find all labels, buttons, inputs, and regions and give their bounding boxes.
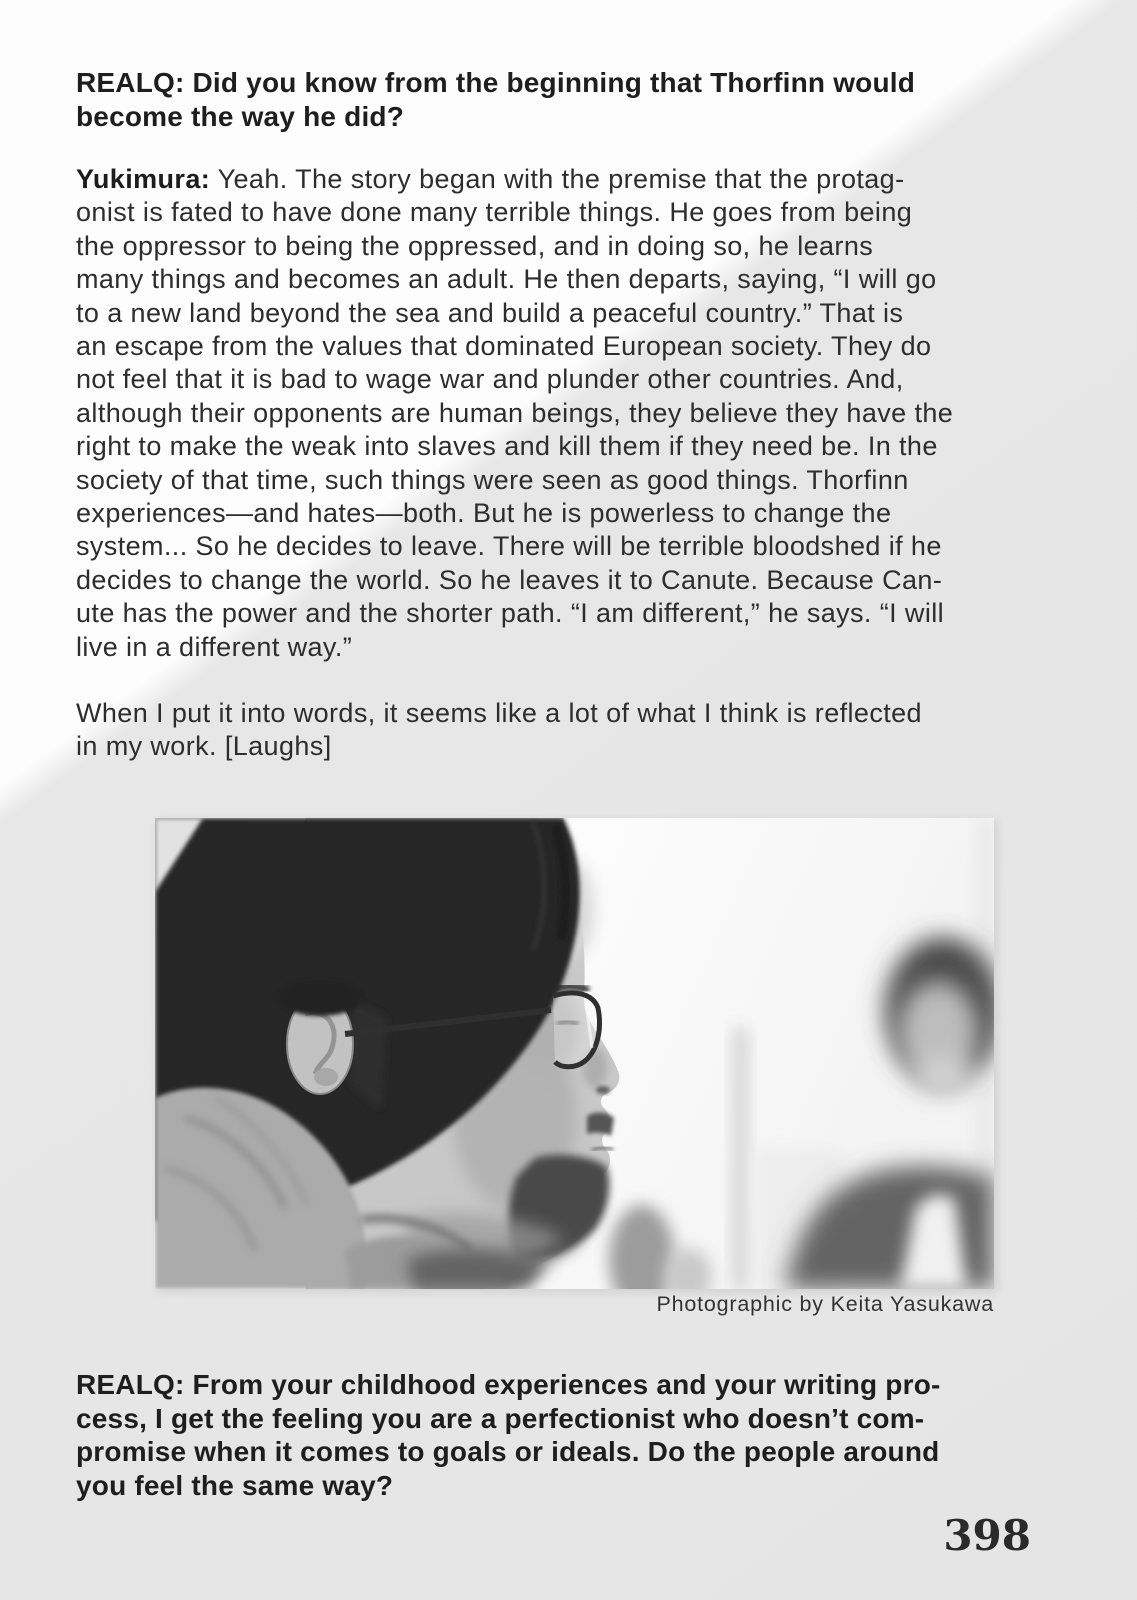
answer-line: society of that time, such things were seen as good things. Thorfinn bbox=[76, 464, 909, 495]
answer-line: system... So he decides to leave. There will be terrible bloodshed if he bbox=[76, 531, 942, 562]
answer-line: ute has the power and the shorter path. “I am different,” he says. “I will bbox=[76, 598, 945, 629]
answer-line: many things and becomes an adult. He then departs, saying, “I will go bbox=[76, 264, 937, 295]
question-line: you feel the same way? bbox=[76, 1469, 394, 1501]
interview-photo-graphic bbox=[155, 818, 994, 1289]
answer-line: live in a different way.” bbox=[76, 631, 353, 662]
answer-line: although their opponents are human beings, they believe they have the bbox=[76, 397, 954, 428]
answer-paragraph-1 bbox=[76, 163, 1036, 664]
photo-credit: Photographic by Keita Yasukawa bbox=[656, 1292, 994, 1316]
answer-line: to a new land beyond the sea and build a peaceful country.” That is bbox=[76, 297, 904, 328]
answer-line bbox=[76, 163, 1036, 196]
answer-line: experiences—and hates—both. But he is powerless to change the bbox=[76, 498, 892, 529]
answer-line: decides to change the world. So he leaves it to Canute. Because Can- bbox=[76, 564, 943, 595]
question-2 bbox=[76, 1368, 1036, 1502]
question-line: promise when it comes to goals or ideals. Do the people around bbox=[76, 1436, 940, 1467]
answer-line: onist is fated to have done many terrible things. He goes from being bbox=[76, 197, 913, 228]
page-number: 398 bbox=[943, 1511, 1031, 1560]
answer-line: the oppressor to being the oppressed, and in doing so, he learns bbox=[76, 230, 874, 261]
interview-photo bbox=[155, 818, 994, 1289]
answer-line: an escape from the values that dominated European society. They do bbox=[76, 331, 932, 362]
answer-line: When I put it into words, it seems like a lot of what I think is reflected bbox=[76, 698, 922, 728]
question-line: REALQ: From your childhood experiences and your writing pro- bbox=[76, 1369, 941, 1400]
answer-line: not feel that it is bad to wage war and plunder other countries. And, bbox=[76, 364, 904, 395]
speaker-name: Yukimura: bbox=[76, 164, 211, 194]
answer-line-text: Yeah. The story began with the premise that the protag- bbox=[210, 164, 905, 194]
answer-paragraph-2 bbox=[76, 697, 1036, 764]
question-1 bbox=[76, 66, 1036, 133]
question-line: become the way he did? bbox=[76, 100, 405, 132]
answer-line: right to make the weak into slaves and kill them if they need be. In the bbox=[76, 431, 938, 462]
answer-lines bbox=[76, 196, 1036, 664]
question-line: REALQ: Did you know from the beginning that Thorfinn would bbox=[76, 67, 916, 98]
answer-line: in my work. [Laughs] bbox=[76, 731, 332, 762]
question-line: cess, I get the feeling you are a perfectionist who doesn’t com- bbox=[76, 1402, 925, 1434]
